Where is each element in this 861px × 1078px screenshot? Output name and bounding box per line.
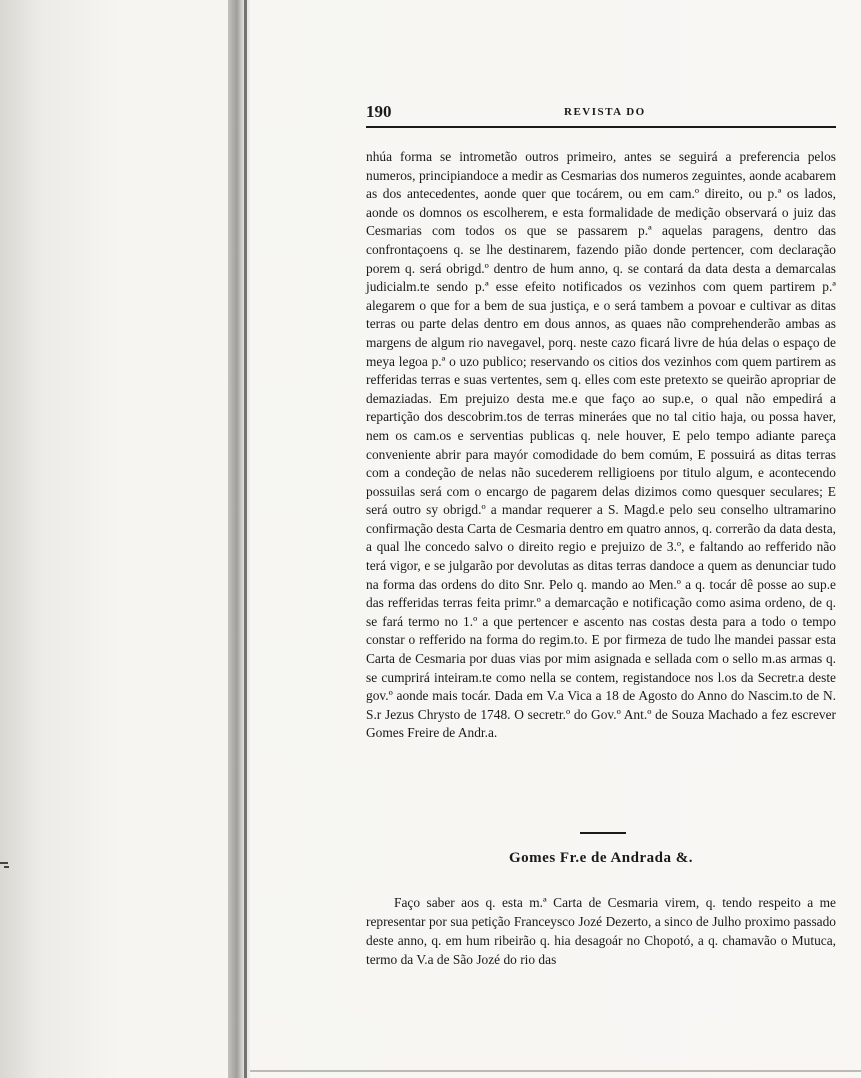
running-head: REVISTA DO bbox=[564, 106, 646, 118]
paragraph-text: Faço saber aos q. esta m.ª Carta de Cesmaria virem, q. tendo respeito a me representar por sua petição Franceysco Jozé Dezerto, a sinco de Julho proximo passado deste anno, q. em hum ribeirão q. hia desagoár no Chopotó, a q. chamavão o Mutuca, termo da V.a de São Jozé do rio das bbox=[366, 895, 836, 967]
edge-mark bbox=[0, 862, 8, 864]
gutter-line bbox=[244, 0, 247, 1078]
page-bottom-edge bbox=[250, 1070, 861, 1072]
page-number: 190 bbox=[366, 102, 392, 121]
section-heading: Gomes Fr.e de Andrada &. bbox=[509, 850, 693, 866]
page-header bbox=[366, 100, 836, 128]
paragraph-text: nhúa forma se intrometão outros primeiro, antes se seguirá a preferencia pelos numeros, principiandoce a medir as Cesmarias dos numeros zeguintes, aonde acabarem as dos antecedentes, aonde quer que tocárem, ou em cam.º direito, ou p.ª os lados, aonde os domnos os escolherem, e esta formalidade de medição observará o juiz das Cesmarias com todos os que se passarem p.ª aquelas paragens, dentro das confrontaçoens q. se lhe destinarem, fazendo pião donde pertencer, com declaração porem q. será obrigd.º dentro de hum anno, q. se contará da data desta a demarcalas judicialm.te sendo p.ª esse efeito notificados os vezinhos com quem partirem p.ª alegarem o que for a bem de sua justiça, e o será tambem a povoar e cultivar as ditas terras ou parte delas dentro em dous annos, as quaes não comprehenderão ambas as margens de algum rio navegavel, porq. neste cazo ficará livre de húa delas o espaço de meya legoa p.ª o uzo publico; reservando os citios dos vezinhos com quem partirem as refferidas terras e suas vertentes, sem q. elles com este pretexto se queirão apropriar de demaziadas. Em prejuizo desta me.e que faço ao sup.e, o qual não empedirá a repartição dos descobrim.tos de terras mineráes que no tal citio haja, ou possa haver, nem os cam.os e serventias publicas q. nele houver, E pelo tempo adiante pareça conveniente abrir para mayór comodidade do bem comúm, E possuirá as ditas terras com a condeção de nelas não sucederem relligioens por titulo algum, e acontecendo possuilas será com o encargo de pagarem delas dizimos como quesquer seculares; E será outro sy obrigd.º a mandar requerer a S. Magd.e pelo seu conselho ultramarino confirmação desta Carta de Cesmaria dentro em quatro annos, q. correrão da data desta, a qual lhe concedo salvo o direito regio e prejuizo de 3.º, e faltando ao refferido não terá vigor, e se julgarão por devolutas as ditas terras dandoce a quem as denunciar tudo na forma das ordens do dito Snr. Pelo q. mando ao Men.º a q. tocár dê posse ao sup.e das refferidas terras feita primr.º a demarcação e notificação como asima ordeno, de q. se fará termo no 1.º a que pertencer e ascento nas costas desta para a todo o tempo constar o refferido na forma do regim.to. E por firmeza de tudo lhe mandei passar esta Carta de Cesmaria por duas vias por mim asignada e sellada com o sello m.as armas q. se cumprirá inteiram.te como nella se contem, registandoce nos l.os da Secretr.a deste gov.º aonde mais tocár. Dada em V.a Vica a 18 de Agosto do Anno do Nascim.to de N. S.r Jezus Chrysto de 1748. O secretr.º do Gov.º Ant.º de Souza Machado a fez escrever Gomes Freire de Andr.a. bbox=[366, 149, 836, 741]
section-rule bbox=[580, 832, 626, 834]
edge-mark bbox=[4, 866, 9, 868]
